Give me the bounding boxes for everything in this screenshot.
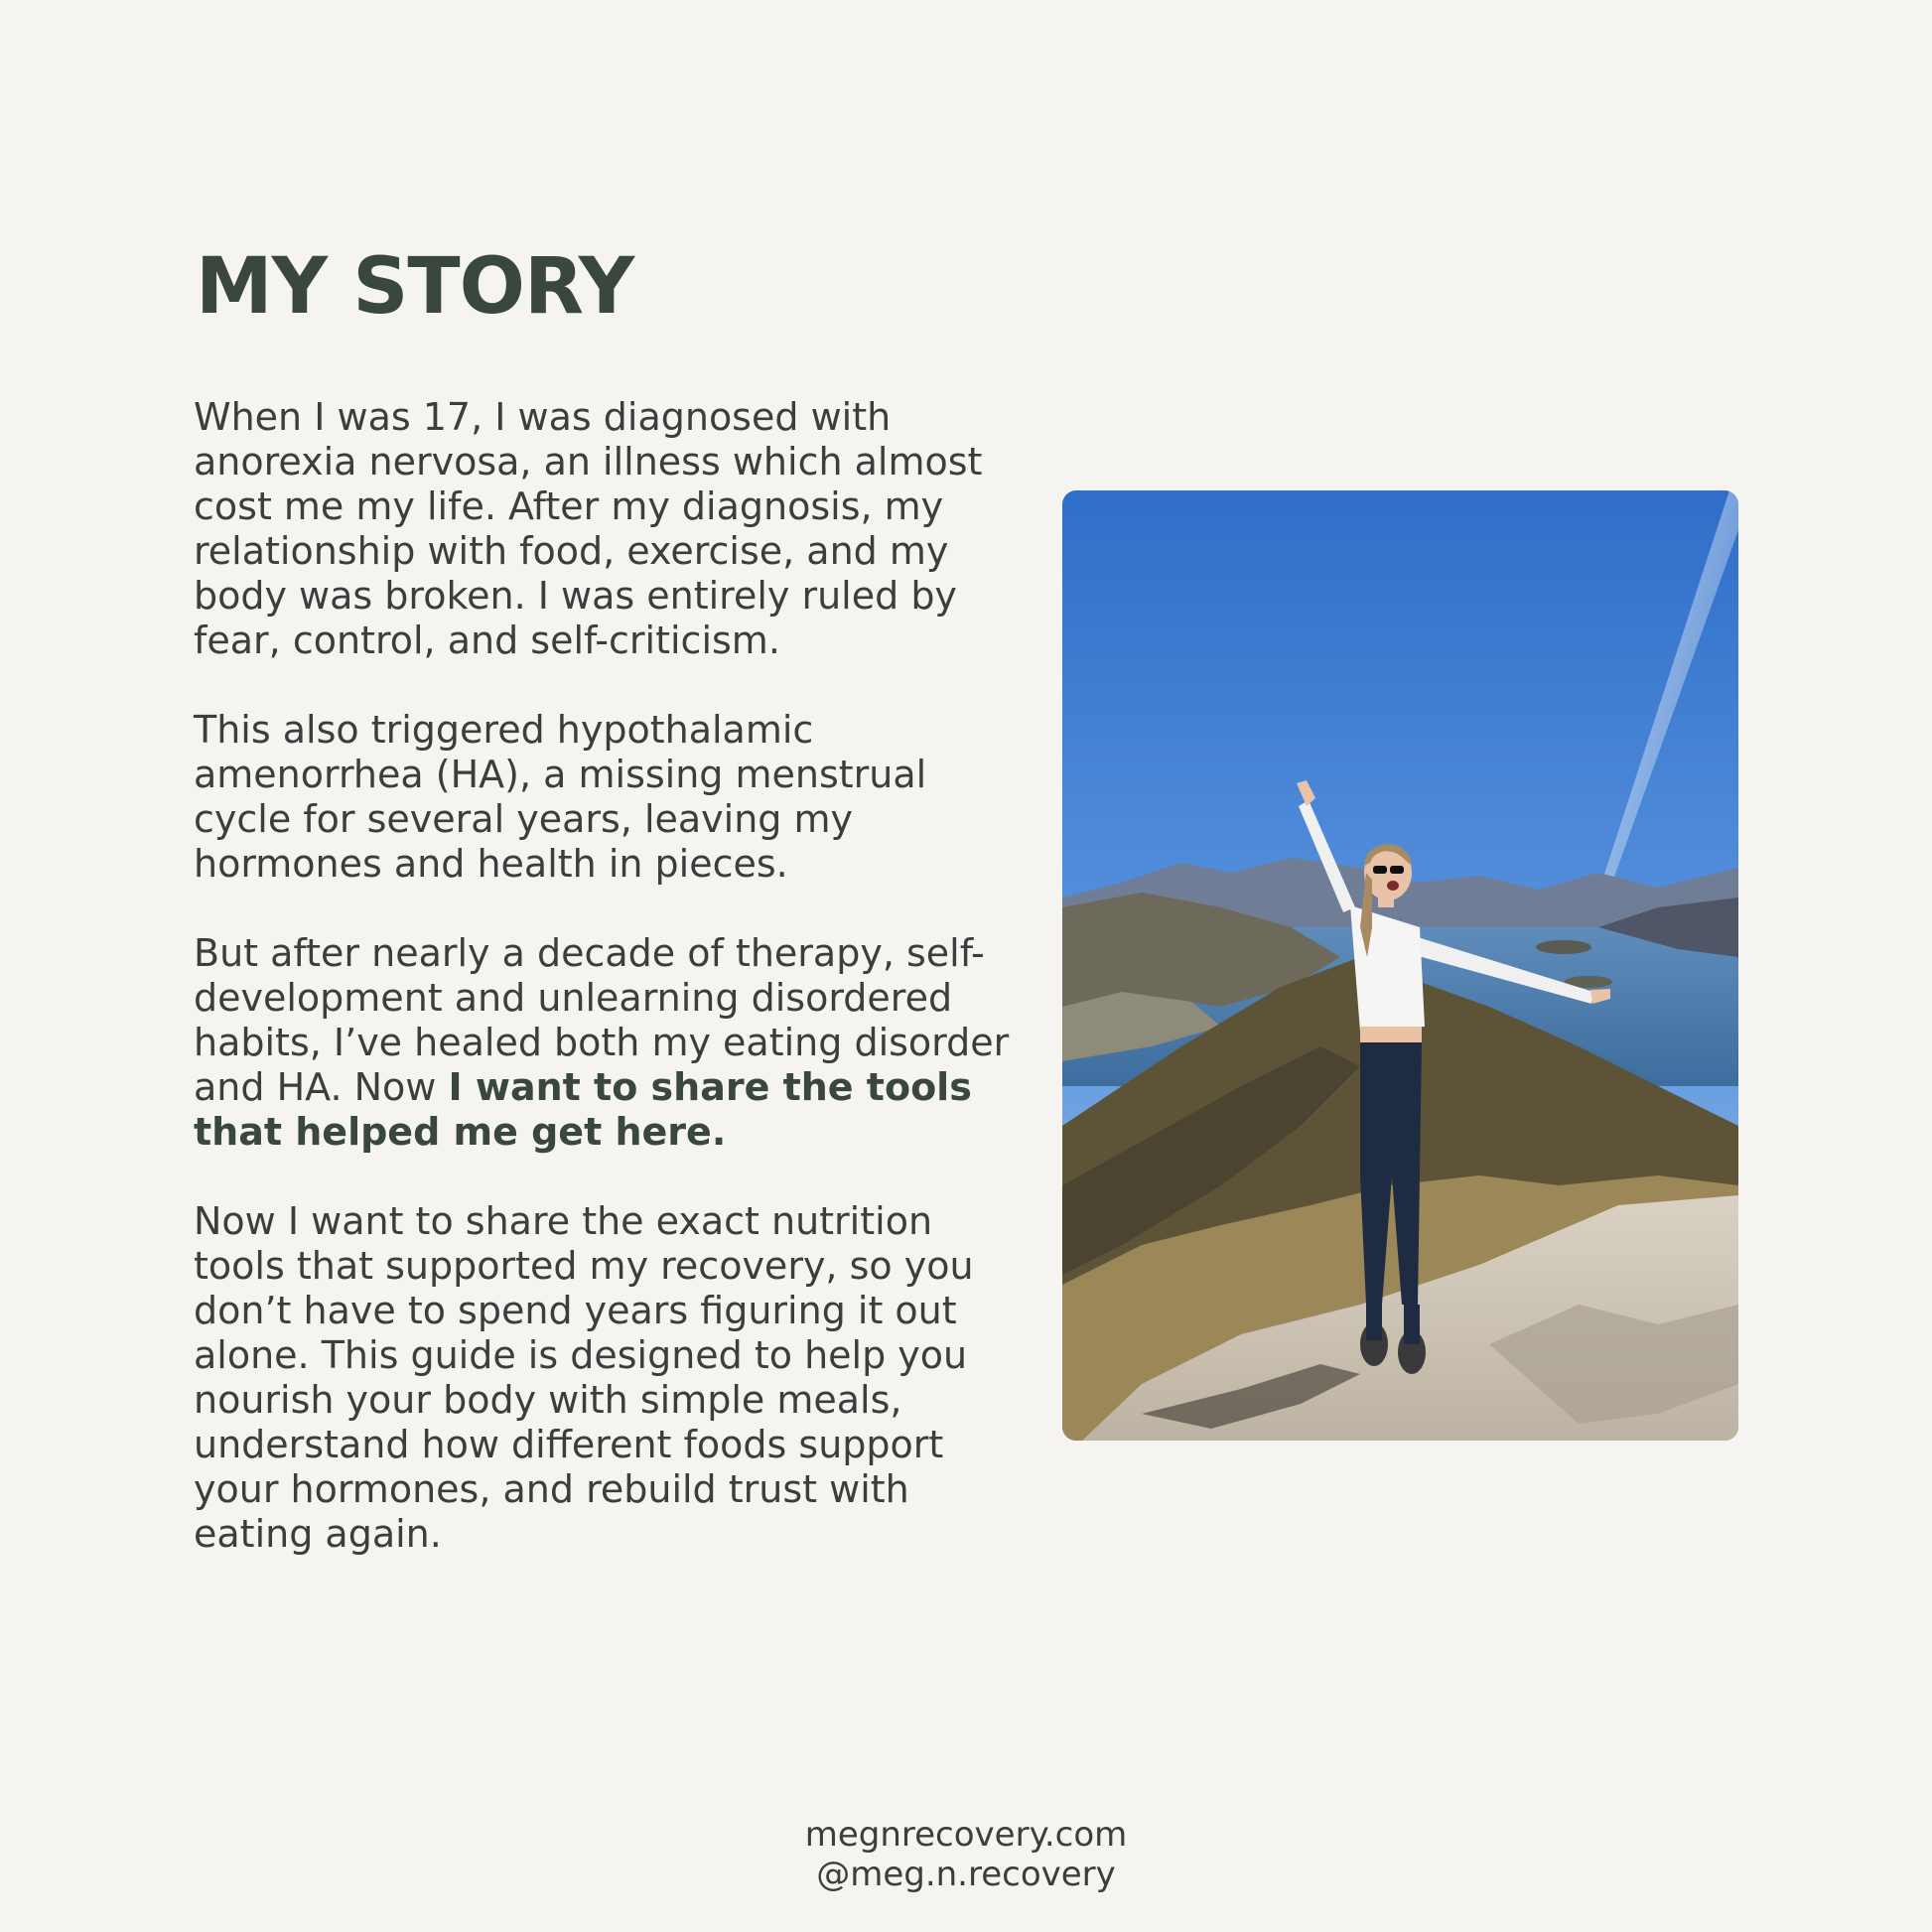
story-paragraph-2: This also triggered hypothalamic amenorrhea (HA), a missing menstrual cycle for several years, leaving my hormones and health in pieces. xyxy=(194,708,927,886)
mountain-summit-photo xyxy=(1062,490,1738,1441)
story-body xyxy=(194,395,1028,1557)
footer xyxy=(0,1815,1932,1894)
social-handle[interactable]: @meg.n.recovery xyxy=(816,1855,1116,1894)
website-link[interactable]: megnrecovery.com xyxy=(804,1815,1128,1855)
story-paragraph-3-highlight: I want to share the tools that helped me get here. xyxy=(194,1065,972,1154)
page-title: MY STORY xyxy=(196,242,634,332)
story-paragraph-3 xyxy=(194,931,1028,1155)
story-paragraph-4: Now I want to share the exact nutrition tools that supported my recovery, so you don’t have to spend years figuring it out alone. This guide is designed to help you nourish your body with simple meals, understand how different foods support your hormones, and rebuild trust with eating again. xyxy=(194,1199,974,1556)
story-paragraph-3-text: But after nearly a decade of therapy, self-development and unlearning disordered habits, I’ve healed both my eating disorder and HA. Now xyxy=(194,931,1010,1109)
hiker-photo xyxy=(1062,490,1738,1441)
story-paragraph-1: When I was 17, I was diagnosed with anorexia nervosa, an illness which almost cost me my life. After my diagnosis, my relationship with food, exercise, and my body was broken. I was entirely ruled by fear, control, and self-criticism. xyxy=(194,395,983,662)
